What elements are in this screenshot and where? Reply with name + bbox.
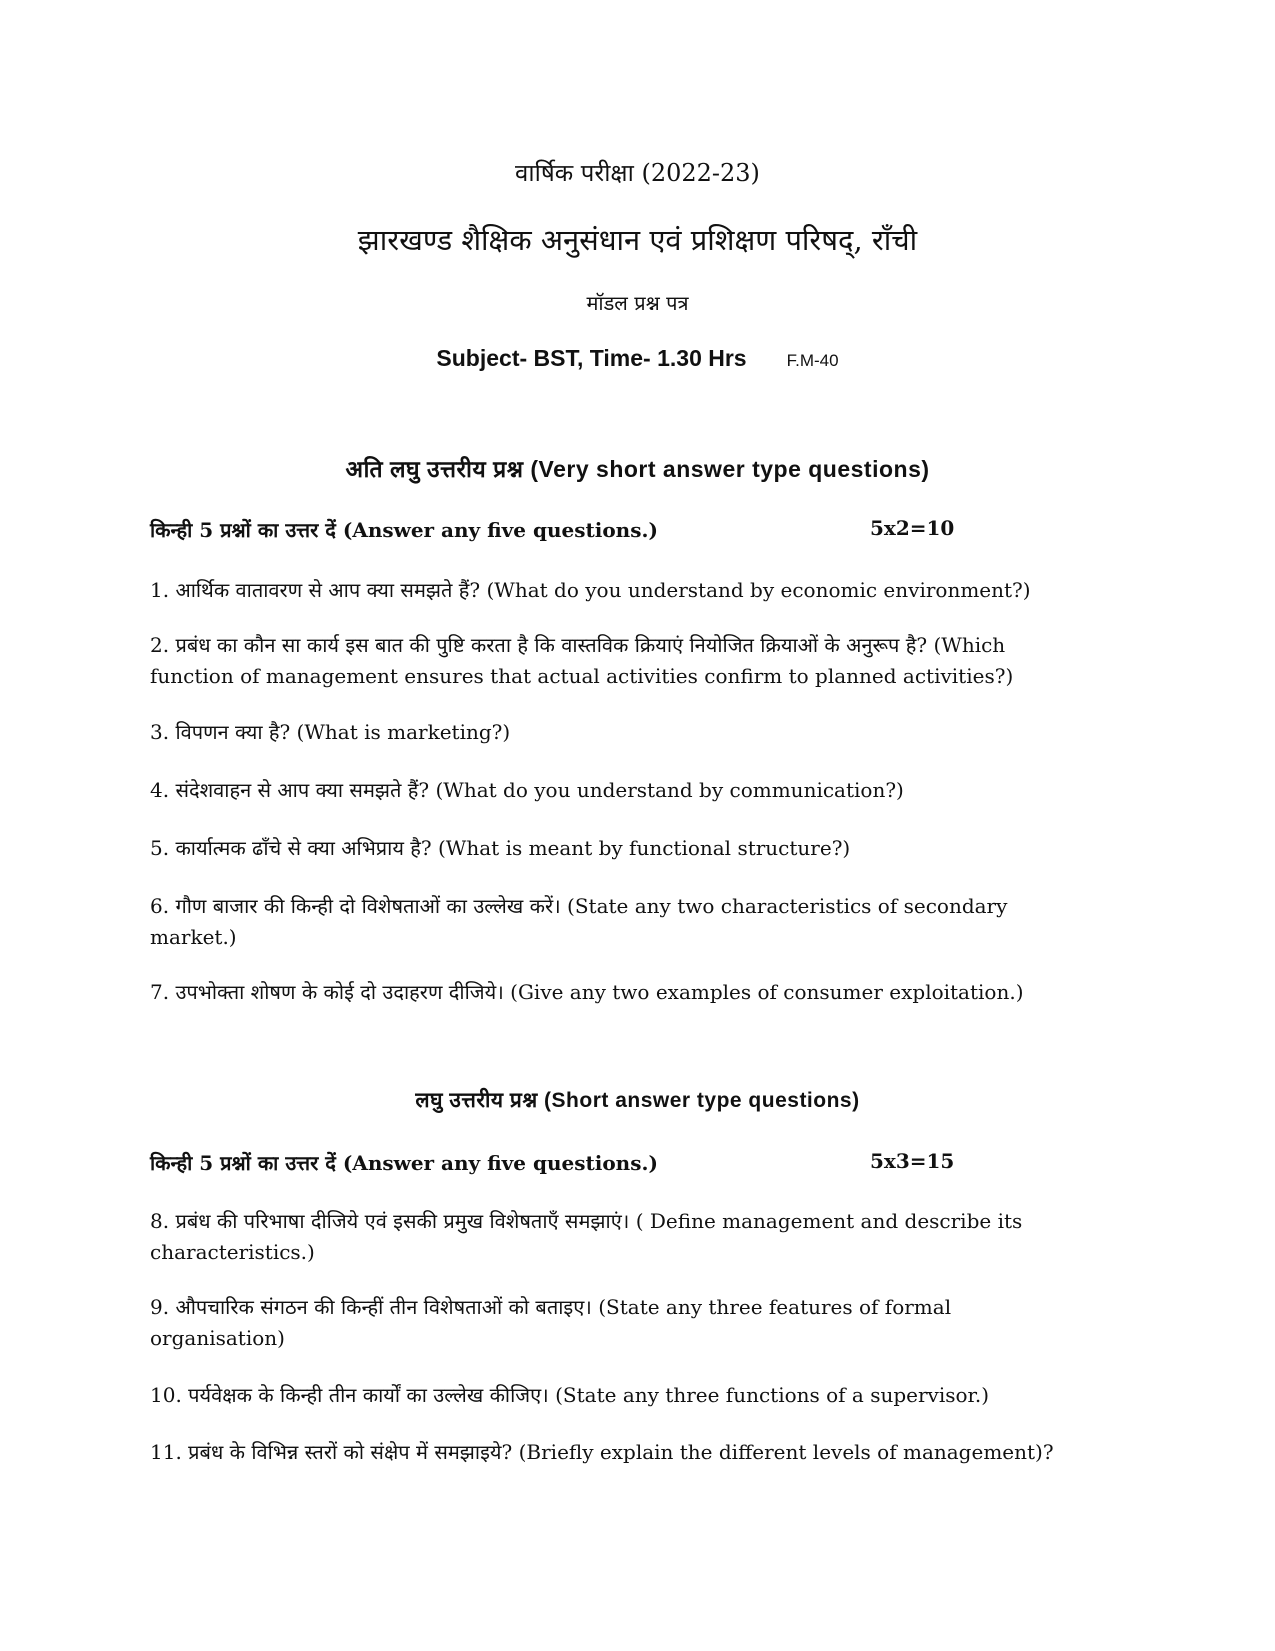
question-1: 1. आर्थिक वातावरण से आप क्या समझते हैं? (What do you understand by economic environment?)	[150, 578, 1031, 602]
question-4: 4. संदेशवाहन से आप क्या समझते हैं? (What do you understand by communication?)	[150, 778, 904, 802]
question-5: 5. कार्यात्मक ढाँचे से क्या अभिप्राय है? (What is meant by functional structure?)	[150, 836, 851, 860]
section1-heading: अति लघु उत्तरीय प्रश्न (Very short answer type questions)	[345, 456, 930, 482]
question-11: 11. प्रबंध के विभिन्न स्तरों को संक्षेप में समझाइये? (Briefly explain the different levels of management)?	[150, 1440, 1054, 1464]
subject-time: Subject- BST, Time- 1.30 Hrs	[436, 345, 747, 371]
question-6: 6. गौण बाजार की किन्ही दो विशेषताओं का उल्लेख करें। (State any two characteristics of secondary market.)	[150, 894, 1008, 949]
question-3: 3. विपणन क्या है? (What is marketing?)	[150, 720, 511, 744]
question-2: 2. प्रबंध का कौन सा कार्य इस बात की पुष्टि करता है कि वास्तविक क्रियाएं नियोजित क्रियाओं के अनुरूप है? (Which function of management ensures that actual activities confirm to planned activities?)	[150, 633, 1014, 688]
question-10: 10. पर्यवेक्षक के किन्ही तीन कार्यों का उल्लेख कीजिए। (State any three functions of a supervisor.)	[150, 1383, 990, 1407]
question-8: 8. प्रबंध की परिभाषा दीजिये एवं इसकी प्रमुख विशेषताएँ समझाएं। ( Define management and describe its characteristics.)	[150, 1209, 1023, 1264]
section1-instruction	[150, 516, 1130, 543]
section1-instruction-text: किन्ही 5 प्रश्नों का उत्तर दें (Answer any five questions.)	[150, 518, 658, 542]
section2-instruction	[150, 1149, 1130, 1176]
section2-marks: 5x3=15	[870, 1149, 955, 1173]
subject-line	[0, 345, 1275, 372]
section2-heading: लघु उत्तरीय प्रश्न (Short answer type questions)	[415, 1089, 860, 1112]
council-name: झारखण्ड शैक्षिक अनुसंधान एवं प्रशिक्षण परिषद्, राँची	[357, 223, 918, 257]
paper-type: मॉडल प्रश्न पत्र	[586, 291, 689, 315]
exam-year-title: वार्षिक परीक्षा (2022-23)	[515, 159, 760, 187]
section2-instruction-text: किन्ही 5 प्रश्नों का उत्तर दें (Answer any five questions.)	[150, 1151, 658, 1175]
question-7: 7. उपभोक्ता शोषण के कोई दो उदाहरण दीजिये। (Give any two examples of consumer exploitation.)	[150, 980, 1024, 1004]
full-marks: F.M-40	[786, 351, 839, 370]
question-9: 9. औपचारिक संगठन की किन्हीं तीन विशेषताओं को बताइए। (State any three features of formal organisation)	[150, 1295, 952, 1350]
section1-marks: 5x2=10	[870, 516, 955, 540]
